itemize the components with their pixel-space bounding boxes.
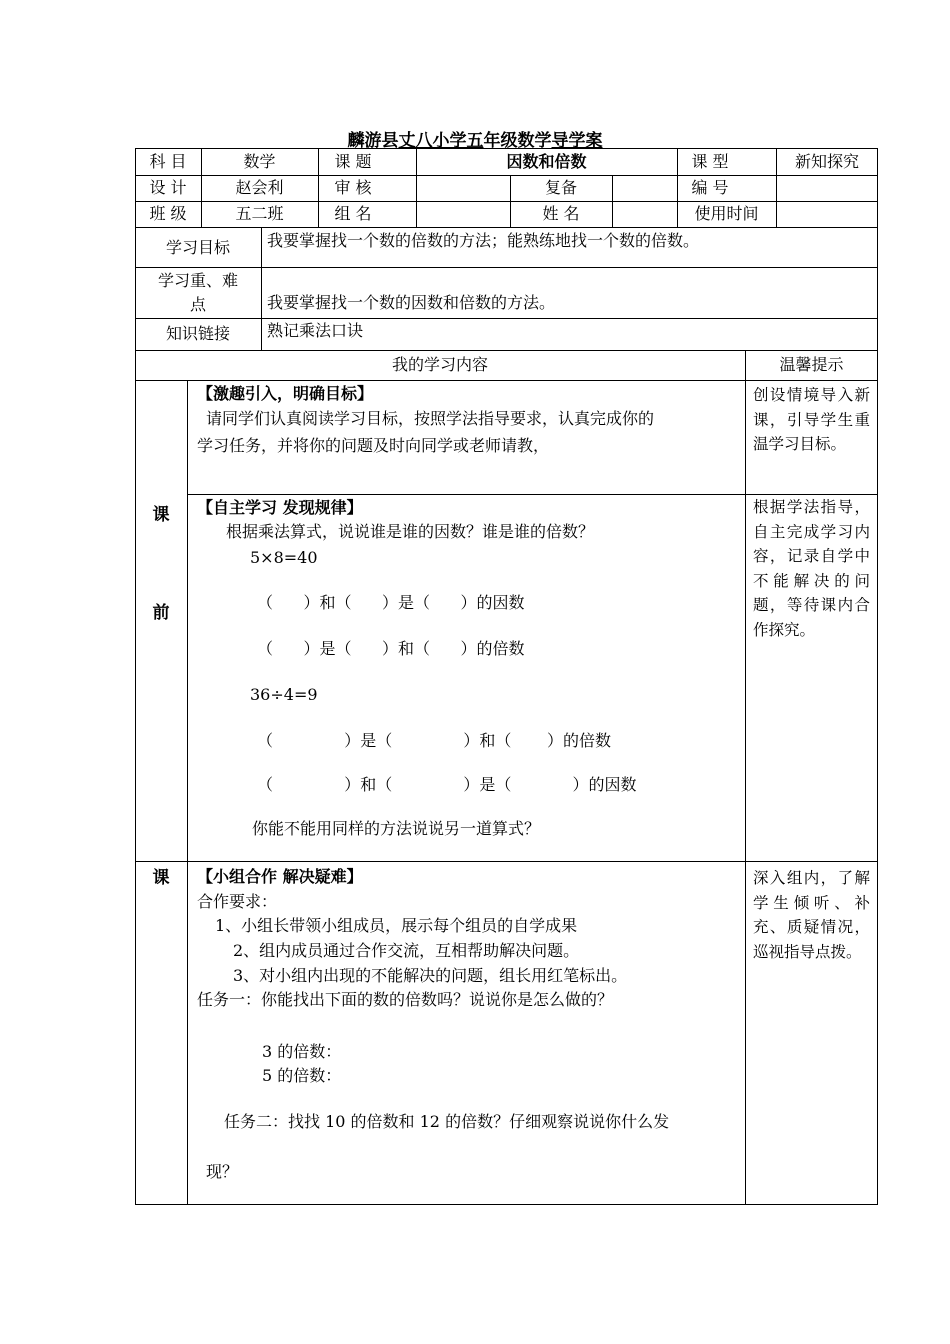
group-heading: 【小组合作 解决疑难】 — [197, 867, 363, 886]
group-label: 组 名 — [334, 204, 372, 223]
requirement-1: 1、小组长带领小组成员，展示每个组员的自学成果 — [215, 916, 578, 935]
intro-tip: 创设情境导入新课，引导学生重温学习目标。 — [753, 386, 870, 453]
number-label: 编 号 — [691, 178, 729, 197]
review-label: 复备 — [544, 178, 577, 197]
equation-2-multiples: （ ）是（ ）和（ ）的倍数 — [257, 731, 612, 750]
self-tip: 根据学法指导，自主完成学习内容，记录自学中不能解决的问题，等待课内合作探究。 — [753, 498, 870, 639]
key-text: 我要掌握找一个数的因数和倍数的方法。 — [267, 293, 556, 312]
intro-line-1: 请同学们认真阅读学习目标，按照学法指导要求，认真完成你的 — [206, 409, 655, 428]
equation-1: 5×8=40 — [250, 548, 318, 567]
multiples-of-5: 5 的倍数： — [262, 1066, 342, 1085]
self-question: 根据乘法算式，说说谁是谁的因数？谁是谁的倍数？ — [226, 522, 595, 541]
title-part-3: 年级数学 — [483, 131, 552, 151]
title-part-2: 丈八小学五 — [398, 131, 484, 151]
type-value: 新知探究 — [794, 152, 859, 171]
equation-1-factors: （ ）和（ ）是（ ）的因数 — [257, 593, 525, 612]
link-text: 熟记乘法口诀 — [267, 321, 364, 340]
subject-value: 数学 — [243, 152, 276, 171]
time-label: 使用时间 — [694, 204, 759, 223]
cooperation-requirement: 合作要求： — [197, 892, 278, 911]
goal-text: 我要掌握找一个数的倍数的方法；能熟练地找一个数的倍数。 — [267, 231, 700, 250]
intro-heading: 【激趣引入，明确目标】 — [197, 384, 374, 403]
type-label: 课 型 — [691, 152, 729, 171]
requirement-2: 2、组内成员通过合作交流，互相帮助解决问题。 — [233, 941, 580, 960]
pre-class-side-2: 前 — [152, 603, 170, 623]
class-label: 班 级 — [149, 204, 187, 223]
equation-2-factors: （ ）和（ ）是（ ）的因数 — [257, 775, 637, 794]
goal-label: 学习目标 — [165, 238, 230, 257]
designer-label: 设 计 — [149, 178, 187, 197]
equation-2: 36÷4=9 — [250, 685, 318, 704]
equation-1-multiples: （ ）是（ ）和（ ）的倍数 — [257, 639, 525, 658]
designer-value: 赵会利 — [235, 178, 284, 197]
subject-label: 科 目 — [149, 152, 187, 171]
intro-line-2: 学习任务，并将你的问题及时向同学或老师请教， — [197, 436, 550, 455]
name-label: 姓 名 — [542, 204, 580, 223]
reviewer-label: 审 核 — [334, 178, 372, 197]
class-value: 五二班 — [235, 204, 284, 223]
pre-class-side-1: 课 — [152, 505, 170, 525]
topic-label: 课 题 — [334, 152, 372, 171]
content-header: 我的学习内容 — [391, 355, 488, 374]
task-2-line-1: 任务二：找找 10 的倍数和 12 的倍数？仔细观察说说你什么发 — [224, 1112, 670, 1131]
in-class-side-1: 课 — [152, 868, 170, 888]
task-2-line-2: 现？ — [206, 1162, 239, 1181]
topic-value: 因数和倍数 — [506, 152, 587, 171]
key-label-2: 点 — [189, 295, 206, 314]
self-heading: 【自主学习 发现规律】 — [197, 498, 363, 517]
group-tip: 深入组内，了解学生倾听、补充、质疑情况，巡视指导点拨。 — [753, 869, 870, 961]
title-part-1: 麟游县 — [347, 131, 399, 151]
link-label: 知识链接 — [165, 324, 230, 343]
self-end-question: 你能不能用同样的方法说说另一道算式？ — [252, 819, 541, 838]
tip-header: 温馨提示 — [779, 355, 844, 374]
multiples-of-3: 3 的倍数： — [262, 1042, 342, 1061]
title-part-4: 导学案 — [551, 131, 603, 151]
task-1: 任务一：你能找出下面的数的倍数吗？说说你是怎么做的？ — [197, 990, 614, 1009]
key-label-1: 学习重、难 — [157, 271, 238, 290]
requirement-3: 3、对小组内出现的不能解决的问题，组长用红笔标出。 — [233, 966, 628, 985]
